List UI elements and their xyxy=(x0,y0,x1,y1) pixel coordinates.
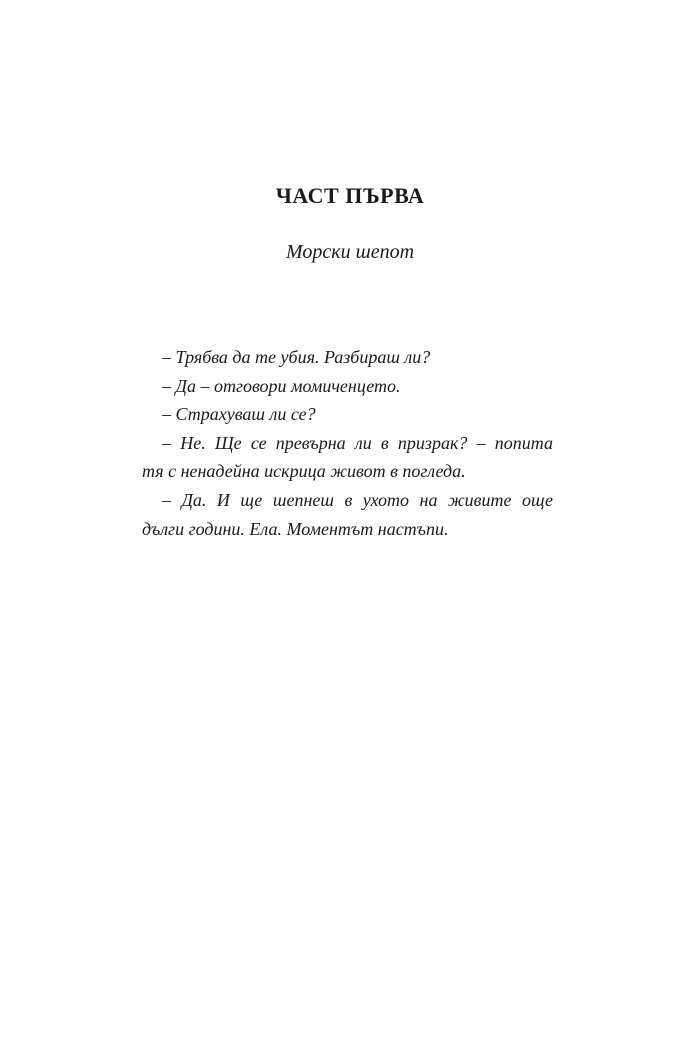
chapter-subtitle: Морски шепот xyxy=(285,241,415,263)
part-title: ЧАСТ ПЪРВА xyxy=(275,183,425,208)
dialogue-passage xyxy=(142,343,553,543)
passage-line: – Страхуваш ли се? xyxy=(162,404,316,425)
passage-line: – Да – отговори момиченцето. xyxy=(162,375,401,396)
passage-line: – Да. И ще шепнеш в ухото на живите още xyxy=(162,489,553,510)
passage-line: дълги години. Ела. Моментът настъпи. xyxy=(142,518,449,539)
passage-line: тя с ненадейна искрица живот в погледа. xyxy=(142,461,466,482)
passage-line: – Не. Ще се превърна ли в призрак? – попита xyxy=(162,432,553,453)
passage-line: – Трябва да те убия. Разбираш ли? xyxy=(162,347,431,367)
